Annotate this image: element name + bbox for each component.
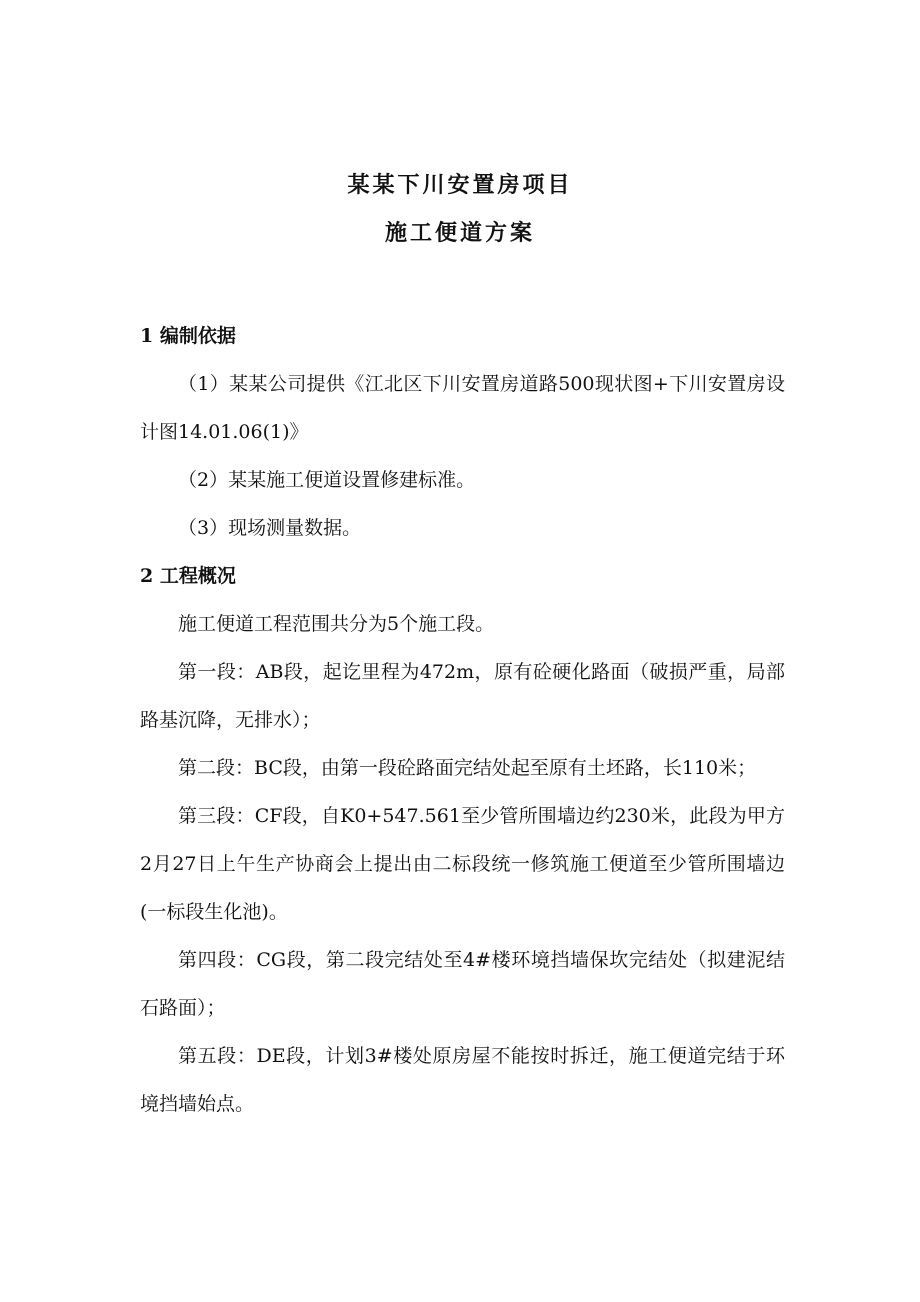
- document-subtitle: 施工便道方案: [384, 220, 535, 246]
- basis-item-2: （2）某某施工便道设置修建标准。: [178, 469, 476, 491]
- document-body: [140, 312, 785, 1128]
- overview-paragraph-segment-4: 第四段：CG段，第二段完结处至4#楼环境挡墙保坎完结处（拟建泥结石路面）；: [140, 949, 785, 1019]
- overview-paragraph-segment-5: 第五段：DE段，计划3#楼处原房屋不能按时拆迁，施工便道完结于环境挡墙始点。: [140, 1045, 785, 1115]
- section-heading-overview: 2 工程概况: [140, 565, 236, 587]
- section-heading-basis: 1 编制依据: [140, 325, 236, 347]
- document-title: 某某下川安置房项目: [347, 172, 573, 198]
- overview-paragraph-segment-1: 第一段：AB段，起讫里程为472m，原有砼硬化路面（破损严重，局部路基沉降，无排水）；: [140, 661, 785, 731]
- overview-paragraph-intro: 施工便道工程范围共分为5个施工段。: [178, 613, 495, 635]
- basis-item-3: （3）现场测量数据。: [178, 517, 362, 539]
- overview-paragraph-segment-2: 第二段：BC段，由第一段砼路面完结处起至原有土坯路，长110米；: [178, 757, 757, 779]
- overview-paragraph-segment-3: 第三段：CF段，自K0+547.561至少管所围墙边约230米，此段为甲方2月27日上午生产协商会上提出由二标段统一修筑施工便道至少管所围墙边(一标段生化池)。: [140, 805, 785, 923]
- basis-item-1: （1）某某公司提供《江北区下川安置房道路500现状图+下川安置房设计图14.01.06(1)》: [140, 373, 785, 443]
